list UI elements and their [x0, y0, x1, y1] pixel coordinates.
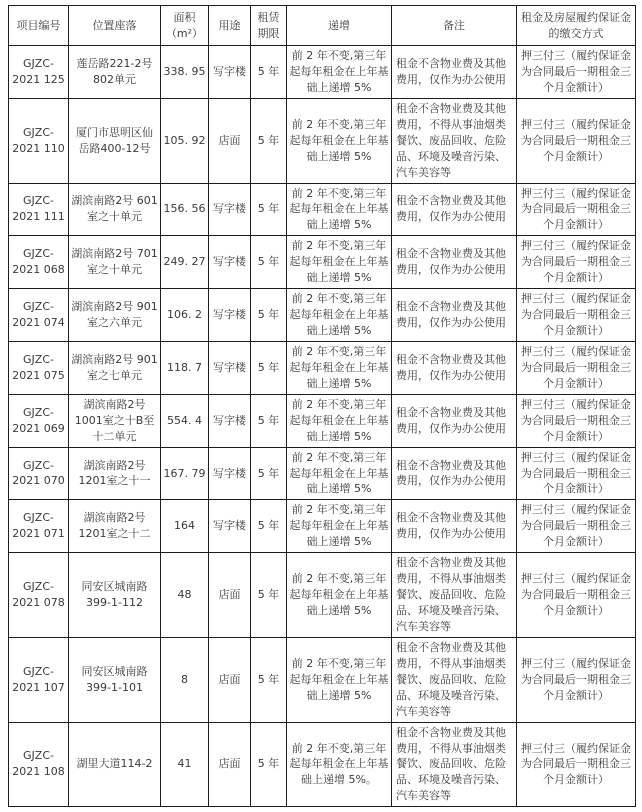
lease-listing-table [8, 5, 636, 807]
cell-area: 156. 56 [161, 183, 209, 236]
table-row [9, 98, 636, 183]
cell-remark: 租金不含物业费及其他费用，仅作为办公使用 [392, 289, 517, 342]
cell-id: GJZC-2021 068 [9, 236, 69, 289]
table-header [9, 6, 636, 46]
table-row [9, 447, 636, 500]
cell-payment: 押三付三（履约保证金为合同最后一期租金三个月金额计） [517, 183, 636, 236]
cell-payment: 押三付三（履约保证金为合同最后一期租金三个月金额计） [517, 722, 636, 807]
table-row [9, 341, 636, 394]
cell-increase: 前 2 年不变,第三年起每年租金在上年基础上递增 5% [287, 553, 392, 638]
cell-payment: 押三付三（履约保证金为合同最后一期租金三个月金额计） [517, 637, 636, 722]
cell-location: 湖滨南路2号 1201室之十一 [69, 447, 161, 500]
cell-use: 写字楼 [209, 183, 251, 236]
cell-id: GJZC-2021 110 [9, 98, 69, 183]
cell-payment: 押三付三（履约保证金为合同最后一期租金三个月金额计） [517, 98, 636, 183]
cell-area: 118. 7 [161, 341, 209, 394]
cell-id: GJZC-2021 075 [9, 341, 69, 394]
cell-area: 106. 2 [161, 289, 209, 342]
cell-increase: 前 2 年不变,第三年起每年租金在上年基础上递增 5%。 [287, 722, 392, 807]
cell-area: 554. 4 [161, 394, 209, 447]
table-row [9, 500, 636, 553]
table-row [9, 289, 636, 342]
cell-id: GJZC-2021 070 [9, 447, 69, 500]
cell-increase: 前 2 年不变,第三年起每年租金在上年基础上递增 5% [287, 46, 392, 99]
cell-id: GJZC-2021 069 [9, 394, 69, 447]
cell-increase: 前 2 年不变,第三年起每年租金在上年基础上递增 5% [287, 289, 392, 342]
cell-term: 5 年 [251, 500, 287, 553]
cell-payment: 押三付三（履约保证金为合同最后一期租金三个月金额计） [517, 553, 636, 638]
cell-payment: 押三付三（履约保证金为合同最后一期租金三个月金额计） [517, 500, 636, 553]
column-header-id: 项目编号 [9, 6, 69, 46]
cell-location: 莲岳路221-2号 802单元 [69, 46, 161, 99]
cell-location: 湖滨南路2号 601室之十单元 [69, 183, 161, 236]
cell-area: 48 [161, 553, 209, 638]
cell-increase: 前 2 年不变,第三年起每年租金在上年基础上递增 5% [287, 500, 392, 553]
column-header-area: 面积（m²） [161, 6, 209, 46]
cell-id: GJZC-2021 071 [9, 500, 69, 553]
cell-use: 写字楼 [209, 341, 251, 394]
cell-term: 5 年 [251, 447, 287, 500]
cell-location: 同安区城南路 399-1-101 [69, 637, 161, 722]
cell-remark: 租金不含物业费及其他费用，仅作为办公使用 [392, 447, 517, 500]
cell-remark: 租金不含物业费及其他费用，不得从事油烟类餐饮、废品回收、危险品、环境及噪音污染、汽车美容等 [392, 553, 517, 638]
cell-increase: 前 2 年不变,第三年起每年租金在上年基础上递增 5% [287, 394, 392, 447]
cell-remark: 租金不含物业费及其他费用，仅作为办公使用 [392, 183, 517, 236]
cell-location: 湖滨南路2号 1001室之十B至十二单元 [69, 394, 161, 447]
cell-term: 5 年 [251, 46, 287, 99]
cell-id: GJZC-2021 111 [9, 183, 69, 236]
table-row [9, 183, 636, 236]
table-row [9, 553, 636, 638]
cell-increase: 前 2 年不变,第三年起每年租金在上年基础上递增 5% [287, 637, 392, 722]
cell-remark: 租金不含物业费及其他费用，不得从事油烟类餐饮、废品回收、危险品、环境及噪音污染、汽车美容等 [392, 98, 517, 183]
table-body [9, 46, 636, 807]
cell-use: 写字楼 [209, 289, 251, 342]
cell-location: 湖滨南路2号 901室之六单元 [69, 289, 161, 342]
cell-term: 5 年 [251, 637, 287, 722]
cell-term: 5 年 [251, 341, 287, 394]
table-row [9, 236, 636, 289]
cell-term: 5 年 [251, 183, 287, 236]
cell-use: 写字楼 [209, 236, 251, 289]
cell-remark: 租金不含物业费及其他费用，仅作为办公使用 [392, 500, 517, 553]
cell-area: 41 [161, 722, 209, 807]
cell-term: 5 年 [251, 98, 287, 183]
cell-remark: 租金不含物业费及其他费用，不得从事油烟类餐饮、废品回收、危险品、环境及噪音污染、汽车美容等 [392, 722, 517, 807]
cell-use: 店面 [209, 637, 251, 722]
cell-payment: 押三付三（履约保证金为合同最后一期租金三个月金额计） [517, 447, 636, 500]
column-header-increase: 递增 [287, 6, 392, 46]
cell-id: GJZC-2021 078 [9, 553, 69, 638]
cell-increase: 前 2 年不变,第三年起每年租金在上年基础上递增 5% [287, 98, 392, 183]
table-row [9, 46, 636, 99]
table-row [9, 394, 636, 447]
cell-id: GJZC-2021 107 [9, 637, 69, 722]
cell-use: 写字楼 [209, 447, 251, 500]
cell-increase: 前 2 年不变,第三年起每年租金在上年基础上递增 5% [287, 341, 392, 394]
cell-remark: 租金不含物业费及其他费用，仅作为办公使用 [392, 236, 517, 289]
cell-increase: 前 2 年不变,第三年起每年租金在上年基础上递增 5% [287, 183, 392, 236]
column-header-location: 位置座落 [69, 6, 161, 46]
column-header-remark: 备注 [392, 6, 517, 46]
cell-remark: 租金不含物业费及其他费用，仅作为办公使用 [392, 46, 517, 99]
cell-payment: 押三付三（履约保证金为合同最后一期租金三个月金额计） [517, 236, 636, 289]
column-header-use: 用途 [209, 6, 251, 46]
cell-id: GJZC-2021 108 [9, 722, 69, 807]
cell-remark: 租金不含物业费及其他费用，不得从事油烟类餐饮、废品回收、危险品、环境及噪音污染、汽车美容等 [392, 637, 517, 722]
table-row [9, 637, 636, 722]
cell-term: 5 年 [251, 553, 287, 638]
cell-area: 167. 79 [161, 447, 209, 500]
cell-area: 8 [161, 637, 209, 722]
cell-use: 写字楼 [209, 46, 251, 99]
cell-use: 写字楼 [209, 394, 251, 447]
cell-payment: 押三付三（履约保证金为合同最后一期租金三个月金额计） [517, 394, 636, 447]
cell-payment: 押三付三（履约保证金为合同最后一期租金三个月金额计） [517, 289, 636, 342]
cell-area: 249. 27 [161, 236, 209, 289]
cell-use: 店面 [209, 722, 251, 807]
cell-area: 338. 95 [161, 46, 209, 99]
cell-location: 湖滨南路2号 901室之七单元 [69, 341, 161, 394]
cell-id: GJZC-2021 125 [9, 46, 69, 99]
cell-term: 5 年 [251, 236, 287, 289]
cell-area: 164 [161, 500, 209, 553]
cell-payment: 押三付三（履约保证金为合同最后一期租金三个月金额计） [517, 341, 636, 394]
cell-term: 5 年 [251, 394, 287, 447]
cell-location: 湖里大道114-2 [69, 722, 161, 807]
cell-remark: 租金不含物业费及其他费用，仅作为办公使用 [392, 394, 517, 447]
cell-remark: 租金不含物业费及其他费用，仅作为办公使用 [392, 341, 517, 394]
cell-location: 湖滨南路2号 1201室之十二 [69, 500, 161, 553]
cell-increase: 前 2 年不变,第三年起每年租金在上年基础上递增 5% [287, 236, 392, 289]
cell-id: GJZC-2021 074 [9, 289, 69, 342]
column-header-term: 租赁期限 [251, 6, 287, 46]
cell-term: 5 年 [251, 722, 287, 807]
cell-location: 同安区城南路 399-1-112 [69, 553, 161, 638]
cell-location: 厦门市思明区仙岳路400-12号 [69, 98, 161, 183]
cell-term: 5 年 [251, 289, 287, 342]
cell-area: 105. 92 [161, 98, 209, 183]
cell-increase: 前 2 年不变,第三年起每年租金在上年基础上递增 5% [287, 447, 392, 500]
cell-payment: 押三付三（履约保证金为合同最后一期租金三个月金额计） [517, 46, 636, 99]
cell-use: 店面 [209, 553, 251, 638]
table-row [9, 722, 636, 807]
cell-use: 店面 [209, 98, 251, 183]
column-header-payment: 租金及房屋履约保证金的缴交方式 [517, 6, 636, 46]
header-row [9, 6, 636, 46]
cell-use: 写字楼 [209, 500, 251, 553]
cell-location: 湖滨南路2号 701室之十单元 [69, 236, 161, 289]
